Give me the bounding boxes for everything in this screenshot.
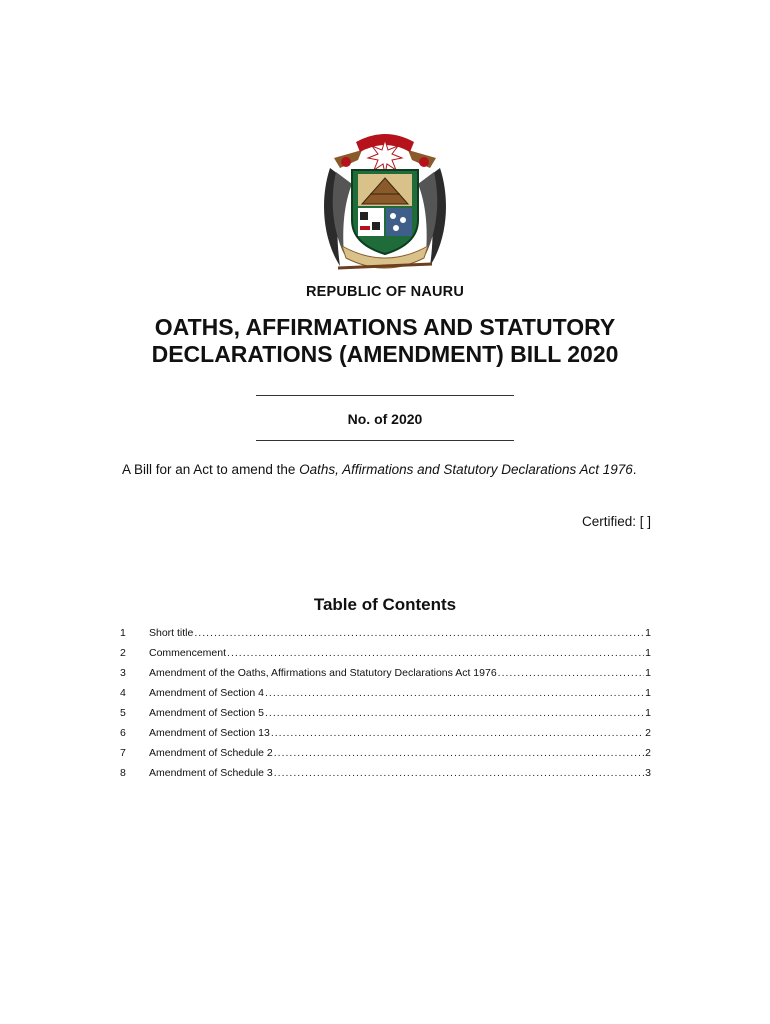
bill-number: No. of 2020 [347,411,423,427]
toc-entry-page: 3 [645,767,651,779]
toc-entry-title: Amendment of Section 13 [149,727,270,739]
country-name: REPUBLIC OF NAURU [305,284,465,300]
toc-entry-number: 8 [120,767,126,779]
bill-title [80,314,690,368]
toc-entry-title: Amendment of Section 5 [149,707,264,719]
toc-entry-title: Commencement [149,647,227,659]
toc-entry[interactable] [120,744,651,764]
toc-entry[interactable] [120,664,651,684]
toc-entry-title: Amendment of the Oaths, Affirmations and Statutory Declarations Act 1976 [149,667,497,679]
toc-entry[interactable] [120,684,651,704]
toc-entry-number: 2 [120,647,126,659]
toc-entry-number: 1 [120,627,126,639]
toc-entry[interactable] [120,644,651,664]
toc-leader-dots [227,644,644,662]
toc-leader-dots [265,704,644,722]
toc-heading: Table of Contents [313,595,457,614]
toc-entry[interactable] [120,724,651,744]
toc-entry-title: Amendment of Section 4 [149,687,264,699]
toc-entry-number: 3 [120,667,126,679]
toc-entry-title: Amendment of Schedule 3 [149,767,273,779]
toc-entry-title: Amendment of Schedule 2 [149,747,273,759]
coat-of-arms-seal [312,128,458,274]
toc-entry-page: 1 [645,707,651,719]
toc-entry-number: 5 [120,707,126,719]
toc-entry-title: Short title [149,627,194,639]
table-of-contents [120,624,651,784]
divider-bottom [256,440,514,441]
toc-entry-page: 1 [645,627,651,639]
toc-leader-dots [274,764,644,782]
toc-leader-dots [194,624,644,642]
toc-entry-page: 2 [645,747,651,759]
toc-entry-number: 4 [120,687,126,699]
bill-title-line-1: OATHS, AFFIRMATIONS AND STATUTORY [154,314,616,340]
toc-entry-number: 7 [120,747,126,759]
toc-entry-page: 1 [645,687,651,699]
toc-leader-dots [265,684,644,702]
long-title-suffix: . [632,462,637,477]
act-name: Oaths, Affirmations and Statutory Declarations Act 1976 [299,462,633,477]
toc-entry-page: 1 [645,667,651,679]
toc-entry-page: 2 [645,727,651,739]
divider-top [256,395,514,396]
bill-title-line-2: DECLARATIONS (AMENDMENT) BILL 2020 [151,341,619,367]
toc-entry[interactable] [120,704,651,724]
toc-leader-dots [271,724,644,742]
toc-entry-number: 6 [120,727,126,739]
toc-leader-dots [274,744,644,762]
toc-entry[interactable] [120,624,651,644]
toc-entry[interactable] [120,764,651,784]
long-title [122,461,652,478]
toc-entry-page: 1 [645,647,651,659]
toc-leader-dots [498,664,644,682]
certified-note: Certified: [ ] [581,514,651,529]
long-title-prefix: A Bill for an Act to amend the [122,462,300,477]
